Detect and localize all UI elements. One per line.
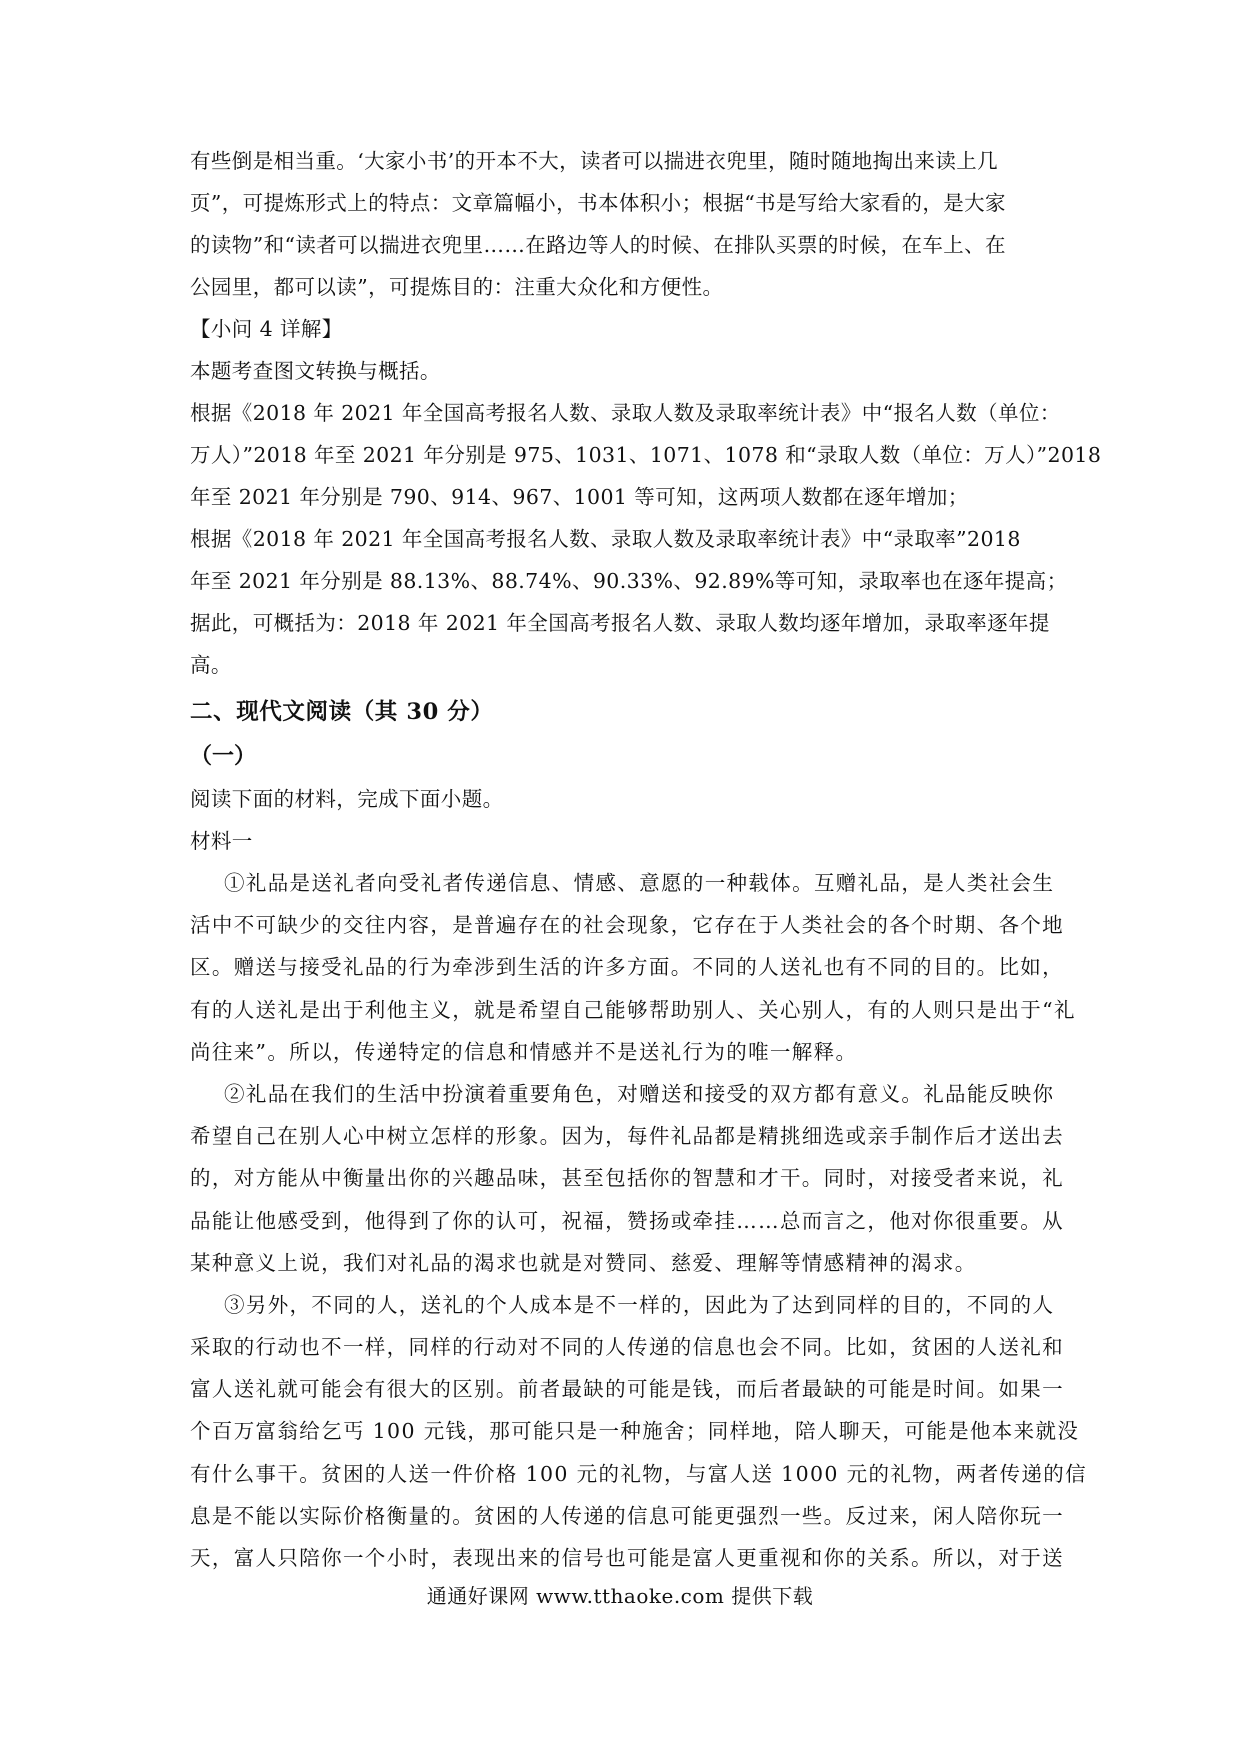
paragraph-line: 品能让他感受到，他得到了你的认可，祝福，赞扬或牵挂……总而言之，他对你很重要。从 <box>190 1208 1064 1233</box>
answer-line: 页”，可提炼形式上的特点：文章篇幅小，书本体积小；根据“书是写给大家看的，是大家 <box>190 191 1006 215</box>
answer-line: 据此，可概括为：2018 年 2021 年全国高考报名人数、录取人数均逐年增加，录取率逐年提 <box>190 611 1050 635</box>
section-title: 二、现代文阅读（其 30 分） <box>190 699 494 725</box>
answer-line: 公园里，都可以读”，可提炼目的：注重大众化和方便性。 <box>190 275 724 299</box>
paragraph-line: 希望自己在别人心中树立怎样的形象。因为，每件礼品都是精挑细选或亲手制作后才送出去 <box>190 1124 1064 1149</box>
paragraph-line: 个百万富翁给乞丐 100 元钱，那可能只是一种施舍；同样地，陪人聊天，可能是他本来就没 <box>190 1419 1080 1444</box>
paragraph-line: 尚往来”。所以，传递特定的信息和情感并不是送礼行为的唯一解释。 <box>190 1039 858 1064</box>
material-text <box>190 862 1087 1579</box>
paragraph-line: 区。赠送与接受礼品的行为牵涉到生活的许多方面。不同的人送礼也有不同的目的。比如， <box>190 955 1064 980</box>
answer-analysis <box>190 140 1102 686</box>
answer-line: 万人）”2018 年至 2021 年分别是 975、1031、1071、1078 和“录取人数（单位：万人）”2018 <box>190 443 1102 467</box>
paragraph-line: 天，富人只陪你一个小时，表现出来的信号也可能是富人更重视和你的关系。所以，对于送 <box>190 1546 1064 1570</box>
page-footer: 通通好课网 www.tthaoke.com 提供下载 <box>426 1584 814 1608</box>
paragraph-line: 活中不可缺少的交往内容，是普遍存在的社会现象，它存在于人类社会的各个时期、各个地 <box>190 913 1064 938</box>
answer-line: 【小问 4 详解】 <box>190 317 343 341</box>
paragraph-line: 采取的行动也不一样，同样的行动对不同的人传递的信息也会不同。比如，贫困的人送礼和 <box>190 1335 1064 1360</box>
material-label: 材料一 <box>190 829 253 853</box>
paragraph-line: 的，对方能从中衡量出你的兴趣品味，甚至包括你的智慧和才干。同时，对接受者来说，礼 <box>190 1166 1064 1191</box>
instruction-text: 阅读下面的材料，完成下面小题。 <box>190 787 504 811</box>
paragraph-line: 富人送礼就可能会有很大的区别。前者最缺的可能是钱，而后者最缺的可能是时间。如果一 <box>190 1377 1064 1402</box>
document-body <box>190 140 1102 1579</box>
paragraph-line: 息是不能以实际价格衡量的。贫困的人传递的信息可能更强烈一些。反过来，闲人陪你玩一 <box>190 1503 1064 1528</box>
paragraph-line: 有什么事干。贫困的人送一件价格 100 元的礼物，与富人送 1000 元的礼物，两者传递的信 <box>190 1461 1087 1486</box>
answer-line: 根据《2018 年 2021 年全国高考报名人数、录取人数及录取率统计表》中“报名人数（单位： <box>190 401 1061 425</box>
paragraph-first-line: ①礼品是送礼者向受礼者传递信息、情感、意愿的一种载体。互赠礼品，是人类社会生 <box>224 871 1055 895</box>
answer-line: 年至 2021 年分别是 790、914、967、1001 等可知，这两项人数都在逐年增加； <box>190 485 969 509</box>
paragraph-line: 有的人送礼是出于利他主义，就是希望自己能够帮助别人、关心别人，有的人则只是出于“礼 <box>190 997 1076 1022</box>
answer-line: 有些倒是相当重。‘大家小书’的开本不大，读者可以揣进衣兜里，随时随地掏出来读上几 <box>190 149 999 173</box>
paragraph-first-line: ③另外，不同的人，送礼的个人成本是不一样的，因此为了达到同样的目的，不同的人 <box>224 1292 1055 1317</box>
paragraph-line: 某种意义上说，我们对礼品的渴求也就是对赞同、慈爱、理解等情感精神的渴求。 <box>190 1250 977 1275</box>
answer-line: 年至 2021 年分别是 88.13%、88.74%、90.33%、92.89%等可知，录取率也在逐年提高； <box>190 569 1068 593</box>
answer-line: 的读物”和“读者可以揣进衣兜里……在路边等人的时候、在排队买票的时候，在车上、在 <box>190 233 1006 257</box>
answer-line: 本题考查图文转换与概括。 <box>190 359 441 383</box>
sub-title: （一） <box>190 743 257 769</box>
answer-line: 根据《2018 年 2021 年全国高考报名人数、录取人数及录取率统计表》中“录取率”2018 <box>190 527 1021 551</box>
paragraph-first-line: ②礼品在我们的生活中扮演着重要角色，对赠送和接受的双方都有意义。礼品能反映你 <box>224 1081 1055 1106</box>
answer-line: 高。 <box>190 653 232 677</box>
